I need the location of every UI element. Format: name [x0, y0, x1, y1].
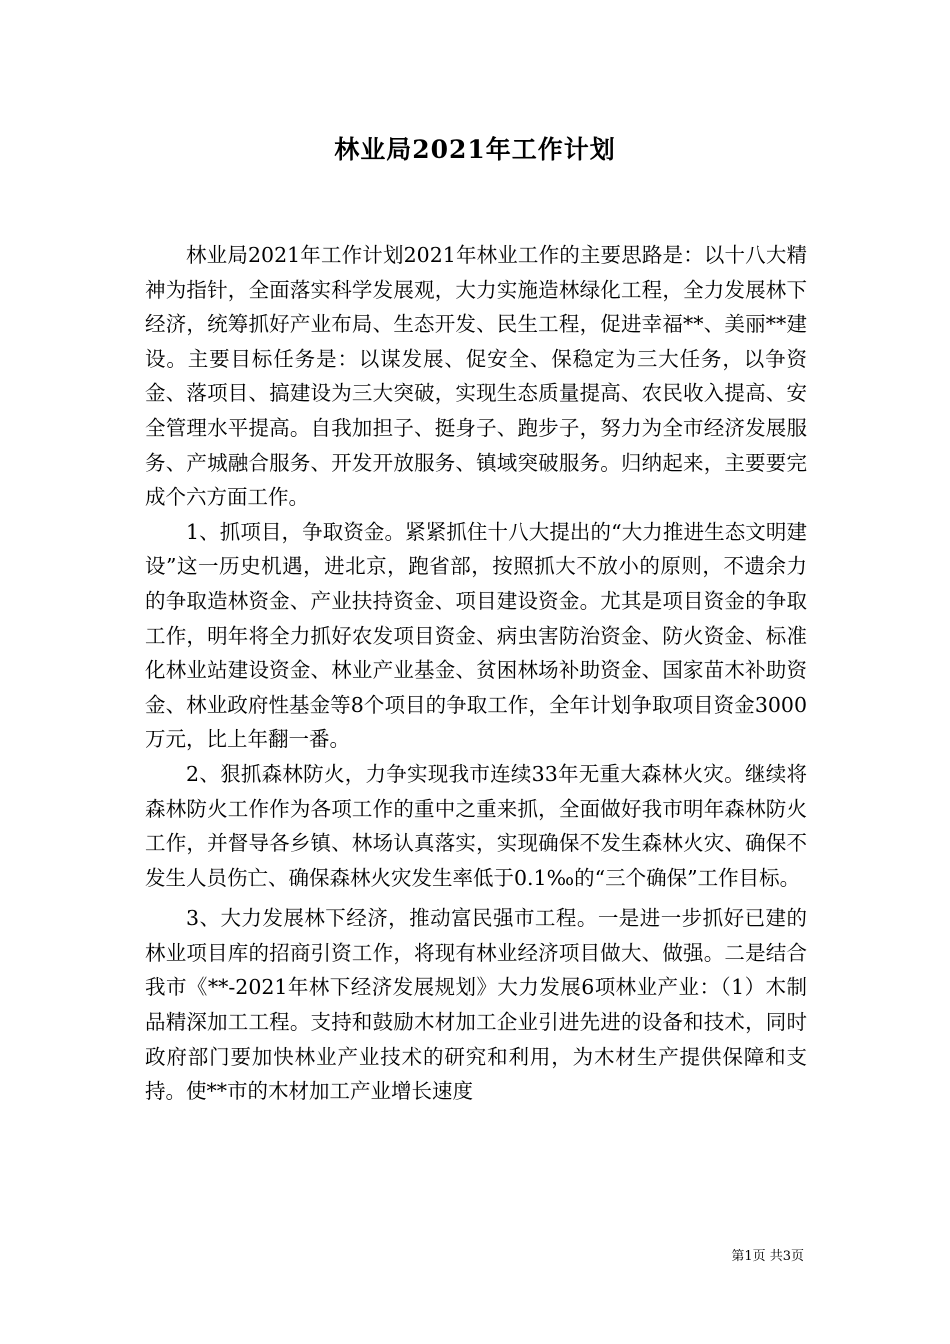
item-1-paragraph: 1、抓项目，争取资金。紧紧抓住十八大提出的“大力推进生态文明建设”这一历史机遇，进北京，跑省部，按照抓大不放小的原则，不遗余力的争取造林资金、产业扶持资金、项目建设资金。尤其是项目资金的争取工作，明年将全力抓好农发项目资金、病虫害防治资金、防火资金、标准化林业站建设资金、林业产业基金、贫困林场补助资金、国家苗木补助资金、林业政府性基金等8个项目的争取工作，全年计划争取项目资金3000万元，比上年翻一番。 — [145, 519, 807, 752]
item-2-paragraph: 2、狠抓森林防火，力争实现我市连续33年无重大森林火灾。继续将森林防火工作作为各项工作的重中之重来抓，全面做好我市明年森林防火工作，并督导各乡镇、林场认真落实，实现确保不发生森林火灾、确保不发生人员伤亡、确保森林火灾发生率低于0.1‰的“三个确保”工作目标。 — [145, 761, 807, 890]
intro-paragraph: 林业局2021年工作计划2021年林业工作的主要思路是：以十八大精神为指针，全面落实科学发展观，大力实施造林绿化工程，全力发展林下经济，统筹抓好产业布局、生态开发、民生工程，促进幸福**、美丽**建设。主要目标任务是：以谋发展、促安全、保稳定为三大任务，以争资金、落项目、搞建设为三大突破，实现生态质量提高、农民收入提高、安全管理水平提高。自我加担子、挺身子、跑步子，努力为全市经济发展服务、产城融合服务、开发开放服务、镇域突破服务。归纳起来，主要要完成个六方面工作。 — [145, 243, 807, 510]
page-number-footer: 第1页 共3页 — [731, 1249, 804, 1264]
document-title: 林业局2021年工作计划 — [334, 135, 616, 164]
document-body — [145, 238, 807, 1109]
item-3-paragraph: 3、大力发展林下经济，推动富民强市工程。一是进一步抓好已建的林业项目库的招商引资工作，将现有林业经济项目做大、做强。二是结合我市《**-2021年林下经济发展规划》大力发展6项林业产业：（1）木制品精深加工工程。支持和鼓励木材加工企业引进先进的设备和技术，同时政府部门要加快林业产业技术的研究和利用，为木材生产提供保障和支持。使**市的木材加工产业增长速度 — [145, 906, 807, 1104]
